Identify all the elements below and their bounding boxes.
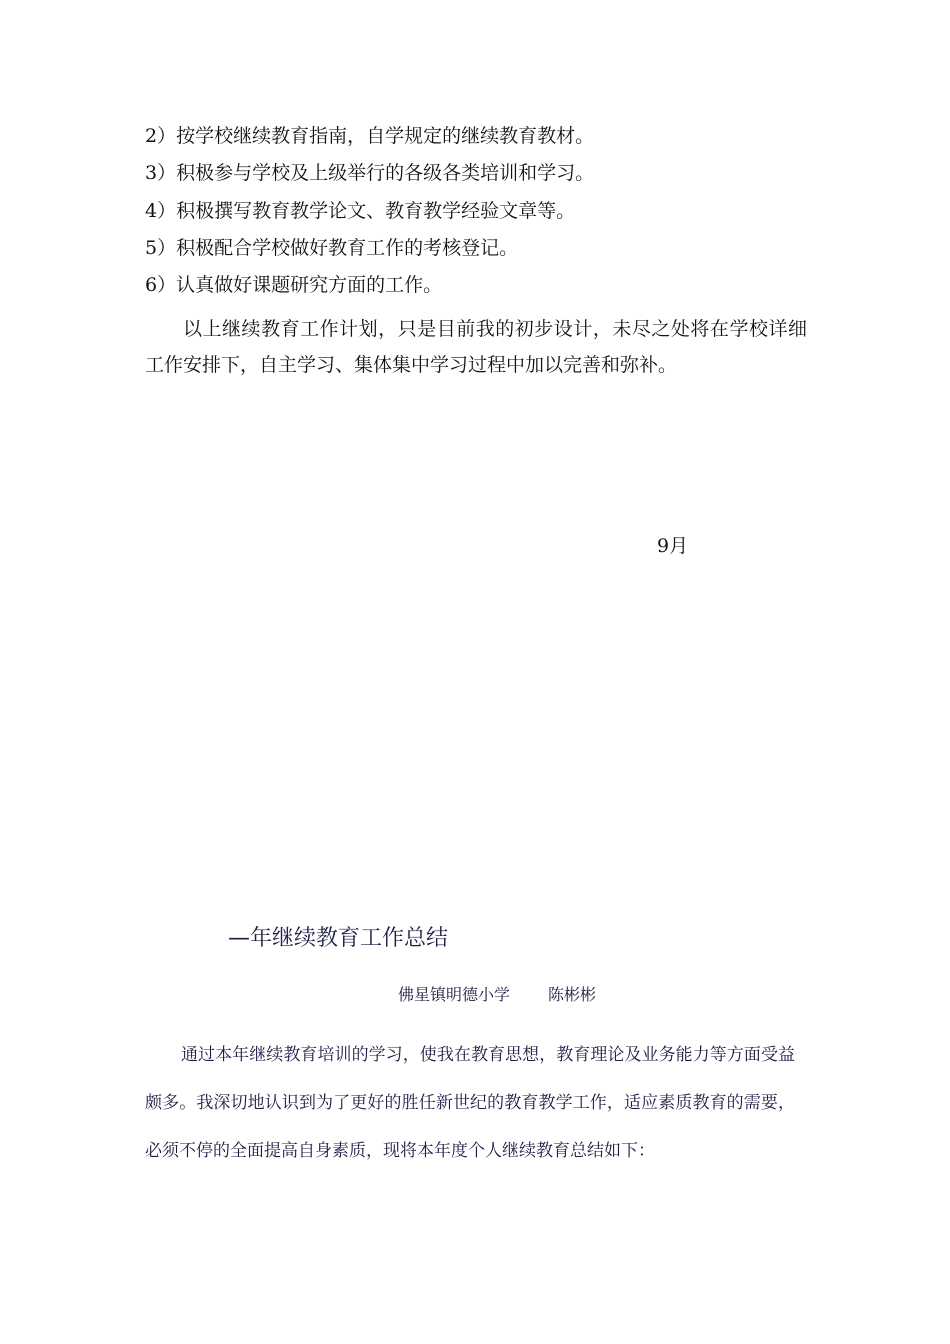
author-name: 陈彬彬: [548, 985, 597, 1004]
plan-item-6: 6）认真做好课题研究方面的工作。: [145, 274, 443, 296]
school-name: 佛星镇明德小学: [398, 985, 511, 1004]
summary-title: —年继续教育工作总结: [228, 926, 449, 951]
plan-closing-paragraph: [145, 311, 807, 383]
author-line: [398, 984, 596, 1006]
plan-date: 9月: [657, 535, 689, 557]
plan-item-4: 4）积极撰写教育教学论文、教育教学经验文章等。: [145, 200, 576, 222]
plan-item-3: 3）积极参与学校及上级举行的各级各类培训和学习。: [145, 162, 595, 184]
summary-intro-text: 通过本年继续教育培训的学习，使我在教育思想，教育理论及业务能力等方面受益颇多。我深切地认识到为了更好的胜任新世纪的教育教学工作，适应素质教育的需要，必须不停的全面提高自身素质，现将本年度个人继续教育总结如下：: [145, 1045, 795, 1161]
plan-item-5: 5）积极配合学校做好教育工作的考核登记。: [145, 237, 519, 259]
summary-intro-paragraph: [145, 1031, 795, 1175]
plan-item-2: 2）按学校继续教育指南，自学规定的继续教育教材。: [145, 125, 595, 147]
plan-closing-text: 以上继续教育工作计划，只是目前我的初步设计，未尽之处将在学校详细工作安排下，自主学习、集体集中学习过程中加以完善和弥补。: [145, 318, 807, 376]
